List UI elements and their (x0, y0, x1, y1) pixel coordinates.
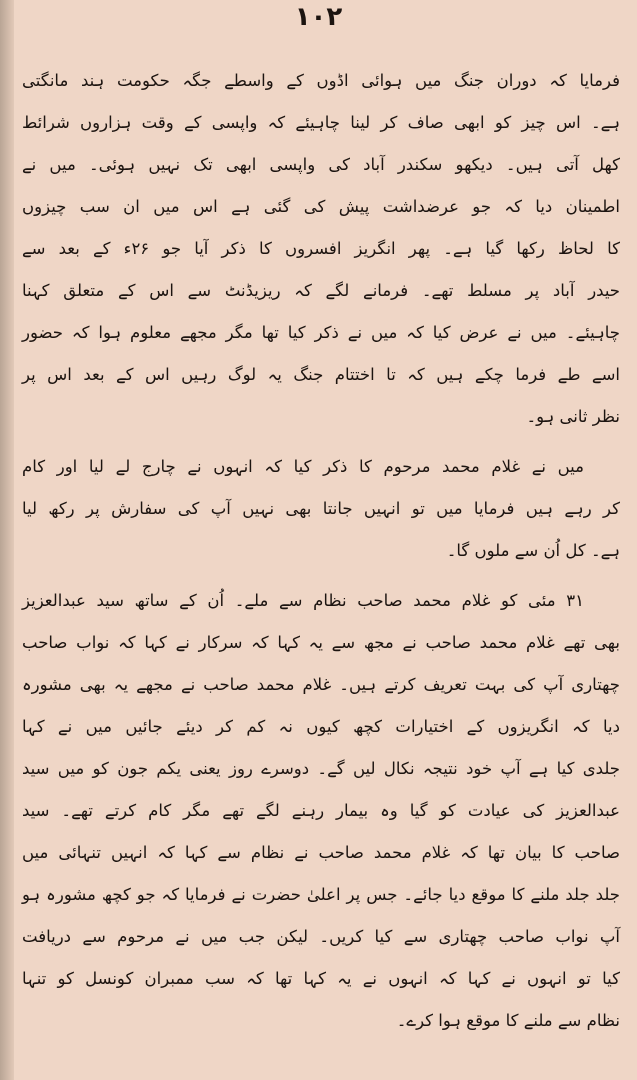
text-line: حیدر آباد پر مسلط تھے۔ فرمانے لگے کہ ریزیڈنٹ سے اس کے متعلق کہنا (22, 281, 620, 300)
text-line: ہے۔ اس چیز کو ابھی صاف کر لینا چاہیئے کہ واپسی کے وقت ہزاروں شرائط (22, 113, 620, 132)
paragraph-gap (22, 572, 620, 580)
text-line: چھتاری آپ کی بہت تعریف کرتے ہیں۔ غلام محمد صاحب نے مجھے یہ بھی مشورہ (22, 675, 620, 694)
text-line: صاحب کا بیان تھا کہ غلام محمد صاحب نے نظام سے کہا کہ انہیں تنہائی میں (22, 843, 620, 862)
text-line: کر رہے ہیں فرمایا میں تو انہیں جانتا بھی نہیں آپ کی سفارش پر رکھ لیا (22, 499, 620, 518)
text-line: دیا کہ انگریزوں کے اختیارات کچھ کیوں نہ کم کر دیئے جائیں میں نے کہا (22, 717, 620, 736)
page-body-text (22, 60, 620, 1042)
text-line: کا لحاظ رکھا گیا ہے۔ پھر انگریز افسروں کا ذکر آیا جو ۲۶ء کے بعد سے (22, 239, 620, 258)
text-line: عبدالعزیز کی عیادت کو گیا وہ بیمار رہنے لگے تھے مگر کام کرتے تھے۔ سید (22, 801, 620, 820)
text-line: جلد جلد ملنے کا موقع دیا جائے۔ جس پر اعلیٰ حضرت نے فرمایا کہ جو کچھ مشورہ ہو (22, 885, 620, 904)
text-line: ۳۱ مئی کو غلام محمد صاحب نظام سے ملے۔ اُن کے ساتھ سید عبدالعزیز (22, 591, 584, 610)
text-line: اسے طے فرما چکے ہیں کہ تا اختتام جنگ یہ لوگ رہیں اس کے بعد اس پر (22, 365, 620, 384)
text-line: نظام سے ملنے کا موقع ہوا کرے۔ (396, 1011, 620, 1030)
text-line: کیا تو انہوں نے کہا کہ انہوں نے یہ کہا تھا کہ سب ممبران کونسل کو تنہا (22, 969, 620, 988)
page-binding-edge (0, 0, 14, 1080)
text-line: آپ نواب صاحب چھتاری سے کیا کریں۔ لیکن جب میں نے مرحوم سے دریافت (22, 927, 620, 946)
page-number: ۱۰۲ (294, 2, 343, 32)
text-line: چاہیئے۔ میں نے عرض کیا کہ میں نے ذکر کیا تھا مگر مجھے معلوم ہوا کہ حضور (22, 323, 620, 342)
text-line: نظر ثانی ہو۔ (526, 407, 620, 426)
text-line: فرمایا کہ دوران جنگ میں ہوائی اڈوں کے واسطے جگہ حکومت ہند مانگتی (22, 71, 620, 90)
text-line: بھی تھے غلام محمد صاحب نے مجھ سے یہ کہا کہ سرکار نے کہا کہ نواب صاحب (22, 633, 620, 652)
text-line: کھل آتی ہیں۔ دیکھو سکندر آباد کی واپسی ابھی تک نہیں ہوئی۔ میں نے (22, 155, 620, 174)
text-line: میں نے غلام محمد مرحوم کا ذکر کیا کہ انہوں نے چارج لے لیا اور کام (22, 457, 584, 476)
text-line: ہے۔ کل اُن سے ملوں گا۔ (446, 541, 620, 560)
text-line: اطمینان دیا کہ جو عرضداشت پیش کی گئی ہے اس میں ان سب چیزوں (22, 197, 620, 216)
text-line: جلدی کیا ہے آپ خود نتیجہ نکال لیں گے۔ دوسرے روز یعنی یکم جون کو میں سید (22, 759, 620, 778)
paragraph-gap (22, 438, 620, 446)
